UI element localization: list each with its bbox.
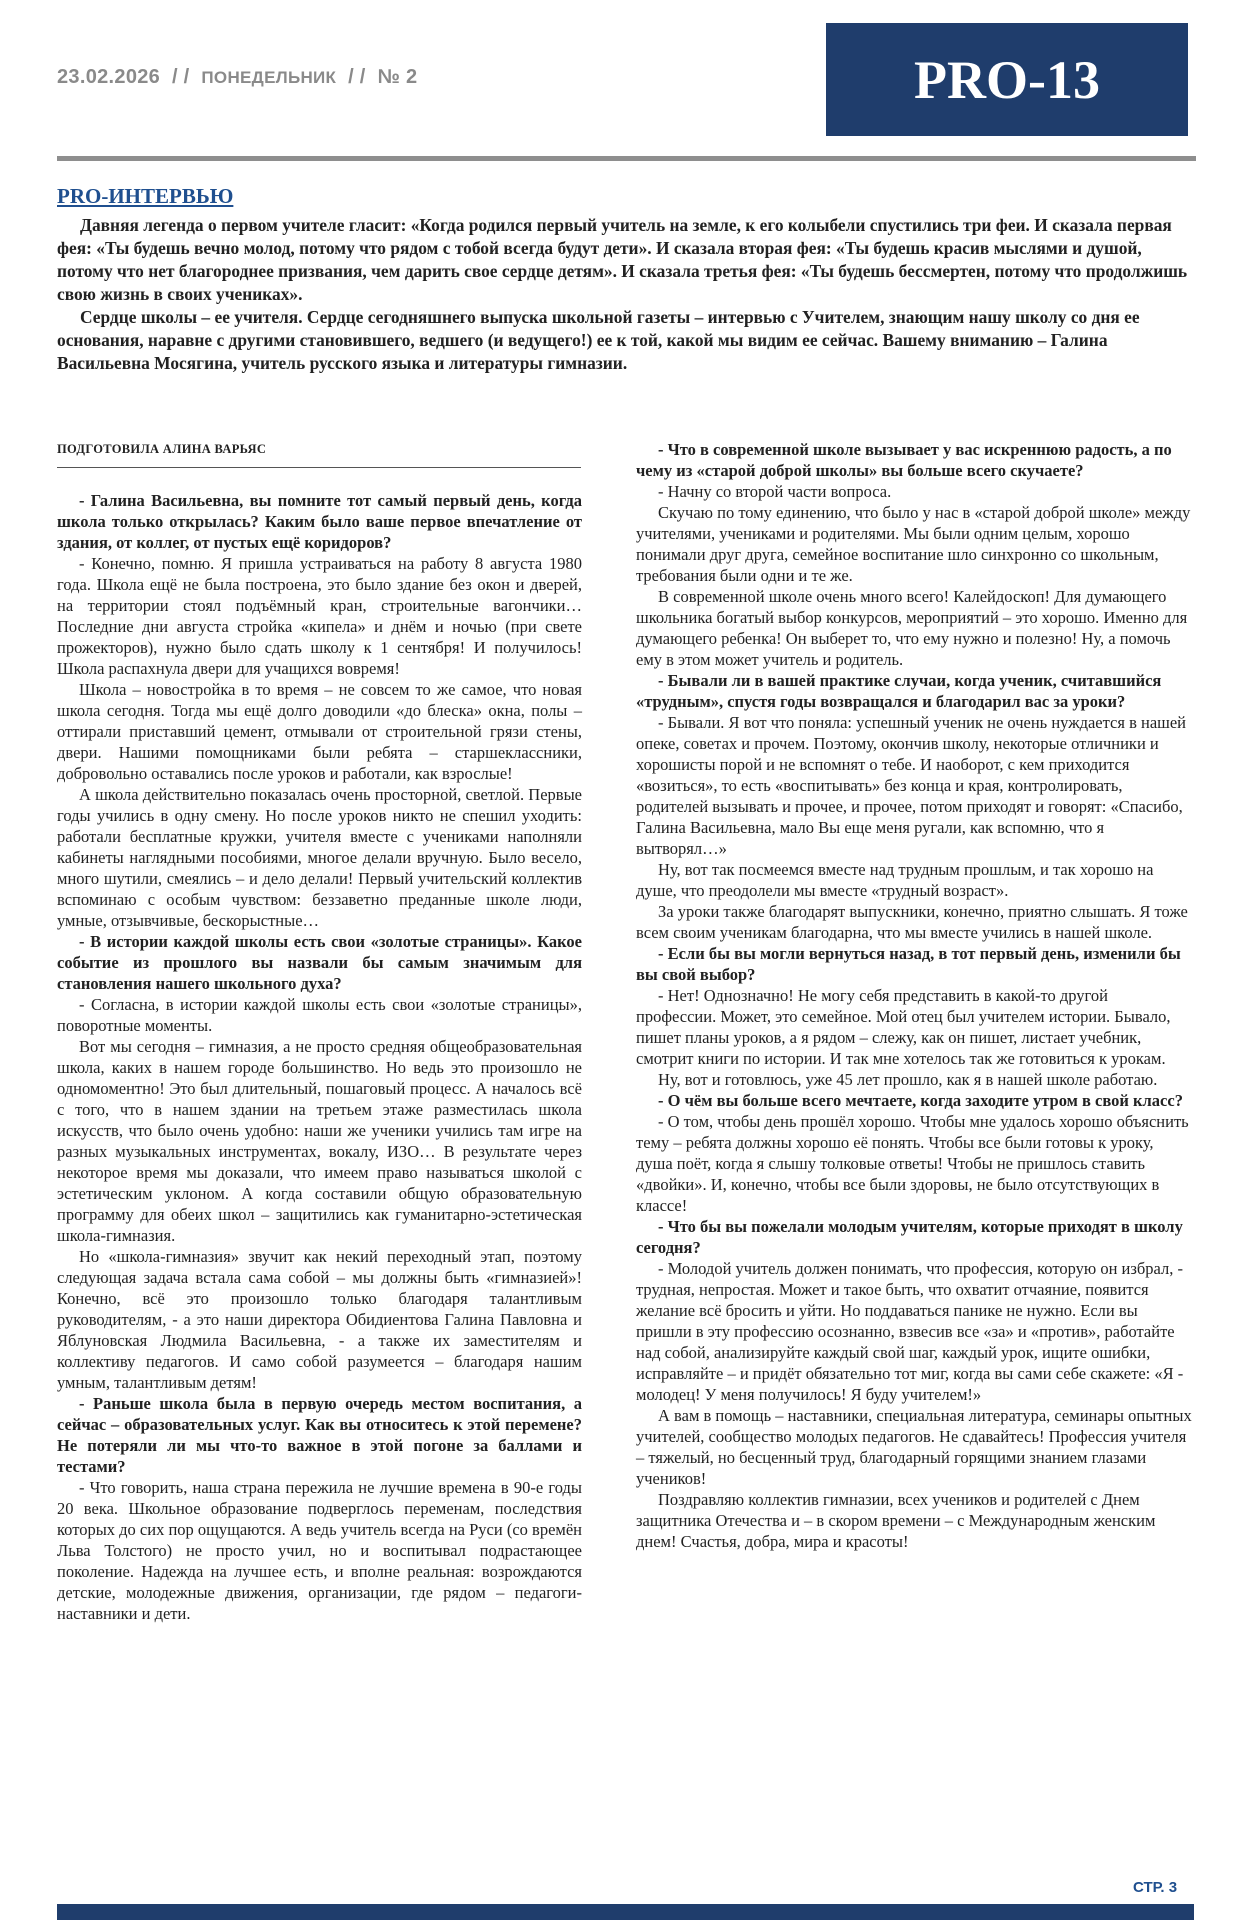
issue-date: 23.02.2026 (57, 66, 161, 88)
issue-number: № 2 (377, 66, 418, 88)
interview-answer: Скучаю по тому единению, что было у нас в «старой доброй школе» между учителями, учениками и родителями. Мы были одним целым, хорошо понимали друг друга, семейное воспитание шло синхронно со школьным, требования были одни и те же. (636, 503, 1191, 585)
interview-answer: Но «школа-гимназия» звучит как некий переходный этап, поэтому следующая задача встала сама собой – мы должны быть «гимназией»! Конечно, всё это произошло только благодаря талантливым руководителям, - а это наши директора Обидиентова Галина Павловна и Яблуновская Людмила Васильевна, - а также их заместителям и коллективу педагогов. И само собой разумеется – благодаря нашим умным, талантливым детям! (57, 1247, 582, 1392)
byline: ПОДГОТОВИЛА АЛИНА ВАРЬЯС (57, 442, 267, 456)
interview-question: - Что бы вы пожелали молодым учителям, которые приходят в школу сегодня? (636, 1217, 1183, 1257)
intro-paragraph: Давняя легенда о первом учителе гласит: «Когда родился первый учитель на земле, к его колыбели спустились три феи. И сказала первая фея: «Ты будешь вечно молод, потому что рядом с тобой всегда будут дети». И сказала вторая фея: «Ты будешь красив мыслями и душой, потому что нет благороднее призвания, чем дарить свое сердце детям». И сказала третья фея: «Ты будешь бессмертен, потому что продолжишь свою жизнь в своих учениках». (57, 215, 1188, 304)
interview-answer: А вам в помощь – наставники, специальная литература, семинары опытных учителей, сообщество молодых педагогов. Не сдавайтесь! Профессия учителя – тяжелый, но бесценный труд, благодарный горящими знанием глазами учеников! (636, 1406, 1192, 1488)
intro-paragraph: Сердце школы – ее учителя. Сердце сегодняшнего выпуска школьной газеты – интервью с Учителем, знающим нашу школу со дня ее основания, наравне с другими становившего, ведшего (и ведущего!) ее к той, какой мы видим ее сейчас. Вашему вниманию – Галина Васильевна Мосягина, учитель русского языка и литературы гимназии. (57, 307, 1140, 373)
interview-answer: - Бывали. Я вот что поняла: успешный ученик не очень нуждается в нашей опеке, советах и прочем. Поэтому, окончив школу, некоторые отличники и хорошисты порой и не вспомнят о тебе. И наоборот, с кем приходится «возиться», то есть «воспитывать» без конца и края, контролировать, родителей вызывать и прочее, и прочее, потом приходят и говорят: «Спасибо, Галина Васильевна, мало Вы еще меня ругали, как вспомню, что я вытворял…» (636, 713, 1187, 858)
byline-divider (57, 467, 581, 468)
interview-answer: - Что говорить, наша страна пережила не лучшие времена в 90-е годы 20 века. Школьное образование подверглось переменам, последствия которых до сих пор ощущаются. А ведь учитель всегда на Руси (со времён Льва Толстого) не просто учил, но и воспитывал подрастающее поколение. Надежда на лучшее есть, и вполне реальная: возрождаются детские, молодежные движения, организации, где рядом – педагоги-наставники и дети. (57, 1478, 582, 1623)
interview-answer: Школа – новостройка в то время – не совсем то же самое, что новая школа сегодня. Тогда мы ещё долго доводили «до блеска» окна, полы – оттирали приставший цемент, отмывали от строительной грязи стены, двери. Нашими помощниками были ребята – старшеклассники, добровольно оставались после уроков и работали, как взрослые! (57, 680, 582, 783)
interview-answer: Ну, вот так посмеемся вместе над трудным прошлым, и так хорошо на душе, что преодолели мы вместе «трудный возраст». (636, 860, 1154, 900)
interview-question: - Раньше школа была в первую очередь местом воспитания, а сейчас – образовательных услуг. Как вы относитесь к этой перемене? Не потеряли ли мы что-то важное в этой погоне за баллами и тестами? (57, 1394, 582, 1476)
interview-question: - В истории каждой школы есть свои «золотые страницы». Какое событие из прошлого вы назвали бы самым значимым для становления нашего школьного духа? (57, 932, 582, 993)
article-intro (57, 214, 1193, 375)
interview-answer: - Согласна, в истории каждой школы есть свои «золотые страницы», поворотные моменты. (57, 995, 582, 1035)
interview-answer: - Нет! Однозначно! Не могу себя представить в какой-то другой профессии. Может, это семейное. Мой отец был учителем истории. Бывало, пишет планы уроков, а я рядом – слежу, как он пишет, листает учебник, смотрит книги по истории. И так мне хотелось так же готовиться к урокам. (636, 986, 1171, 1068)
interview-answer: Поздравляю коллектив гимназии, всех учеников и родителей с Днем защитника Отечества и – в скором времени – с Международным женским днем! Счастья, добра, мира и красоты! (636, 1490, 1156, 1551)
interview-answer: Вот мы сегодня – гимназия, а не просто средняя общеобразовательная школа, каких в нашем городе большинство. Но ведь это произошло не одномоментно! Это был длительный, пошаговый процесс. А началось всё с того, что в нашем здании на третьем этаже разместилась школа искусств, что было очень удобно: наши же ученики учились там игре на разных музыкальных инструментах, вокалу, ИЗО… В результате через некоторое время мы доказали, что имеем право называться школой с эстетическим уклоном. А когда составили общую образовательную программу для обеих школ – защитились как гуманитарно-эстетическая школа-гимназия. (57, 1037, 582, 1245)
interview-question: - О чём вы больше всего мечтаете, когда заходите утром в свой класс? (658, 1091, 1183, 1110)
interview-question: - Галина Васильевна, вы помните тот самый первый день, когда школа только открылась? Каким было ваше первое впечатление от здания, от коллег, от пустых ещё коридоров? (57, 491, 582, 552)
interview-answer: - Начну со второй части вопроса. (658, 482, 892, 501)
newspaper-logo: PRO-13 (826, 23, 1188, 136)
header-divider (57, 156, 1196, 161)
separator: / / (348, 66, 366, 88)
interview-answer: В современной школе очень много всего! Калейдоскоп! Для думающего школьника богатый выбор конкурсов, мероприятий – это хорошо. Именно для думающего ребенка! Он выберет то, что ему нужно и полезно! Ну, а помочь ему в этом может учитель и родитель. (636, 587, 1188, 669)
interview-answer: - О том, чтобы день прошёл хорошо. Чтобы мне удалось хорошо объяснить тему – ребята должны хорошо её понять. Чтобы все были готовы к уроку, душа поёт, когда я слышу толковые ответы! Чтобы не пришлось ставить «двойки». И, конечно, чтобы все были здоровы, не было отсутствующих в классе! (636, 1112, 1189, 1215)
page-number: СТР. 3 (1133, 1879, 1178, 1896)
interview-question: - Что в современной школе вызывает у вас искреннюю радость, а по чему из «старой доброй школы» вы больше всего скучаете? (636, 440, 1172, 480)
separator: / / (171, 66, 190, 88)
article-column-right (636, 439, 1192, 1552)
interview-answer: - Конечно, помню. Я пришла устраиваться на работу 8 августа 1980 года. Школа ещё не была построена, это было здание без окон и дверей, на территории стоял подъёмный кран, строительные вагончики… Последние дни августа стройка «кипела» и днём и ночью (при свете прожекторов), нужно было сдать школу к 1 сентября! И получилось! Школа распахнула двери для учащихся вовремя! (57, 554, 582, 678)
interview-question: - Если бы вы могли вернуться назад, в тот первый день, изменили бы вы свой выбор? (636, 944, 1181, 984)
interview-answer: - Молодой учитель должен понимать, что профессия, которую он избрал, - трудная, непростая. Может и такое быть, что охватит отчаяние, появится желание всё бросить и уйти. Но поддаваться панике не нужно. Если вы пришли в эту профессию осознанно, взвесив все «за» и «против», работайте над собой, анализируйте каждый свой шаг, каждый урок, ищите ошибки, исправляйте – и придёт обязательно тот миг, когда вы сами себе скажете: «Я - молодец! У меня получилось! Я буду учителем!» (636, 1259, 1184, 1404)
footer-bar (57, 1904, 1194, 1920)
issue-weekday: ПОНЕДЕЛЬНИК (201, 68, 337, 87)
issue-meta (57, 66, 417, 89)
section-title: PRO-ИНТЕРВЬЮ (57, 184, 234, 208)
interview-answer: Ну, вот и готовлюсь, уже 45 лет прошло, как я в нашей школе работаю. (658, 1070, 1158, 1089)
interview-answer: А школа действительно показалась очень просторной, светлой. Первые годы учились в одну смену. Но после уроков никто не спешил уходить: работали бесплатные кружки, учителя вместе с учениками наполняли кабинеты наглядными пособиями, многое делали вручную. Было весело, много шутили, смеялись – и дело делали! Первый учительский коллектив вспоминаю с особым чувством: беззаветно преданные школе люди, умные, отзывчивые, бескорыстные… (57, 785, 582, 930)
interview-answer: За уроки также благодарят выпускники, конечно, приятно слышать. Я тоже всем своим ученикам благодарна, что мы вместе учились в нашей школе. (636, 902, 1188, 942)
article-column-left (57, 490, 582, 1624)
interview-question: - Бывали ли в вашей практике случаи, когда ученик, считавшийся «трудным», спустя годы возвращался и благодарил вас за уроки? (636, 671, 1162, 711)
